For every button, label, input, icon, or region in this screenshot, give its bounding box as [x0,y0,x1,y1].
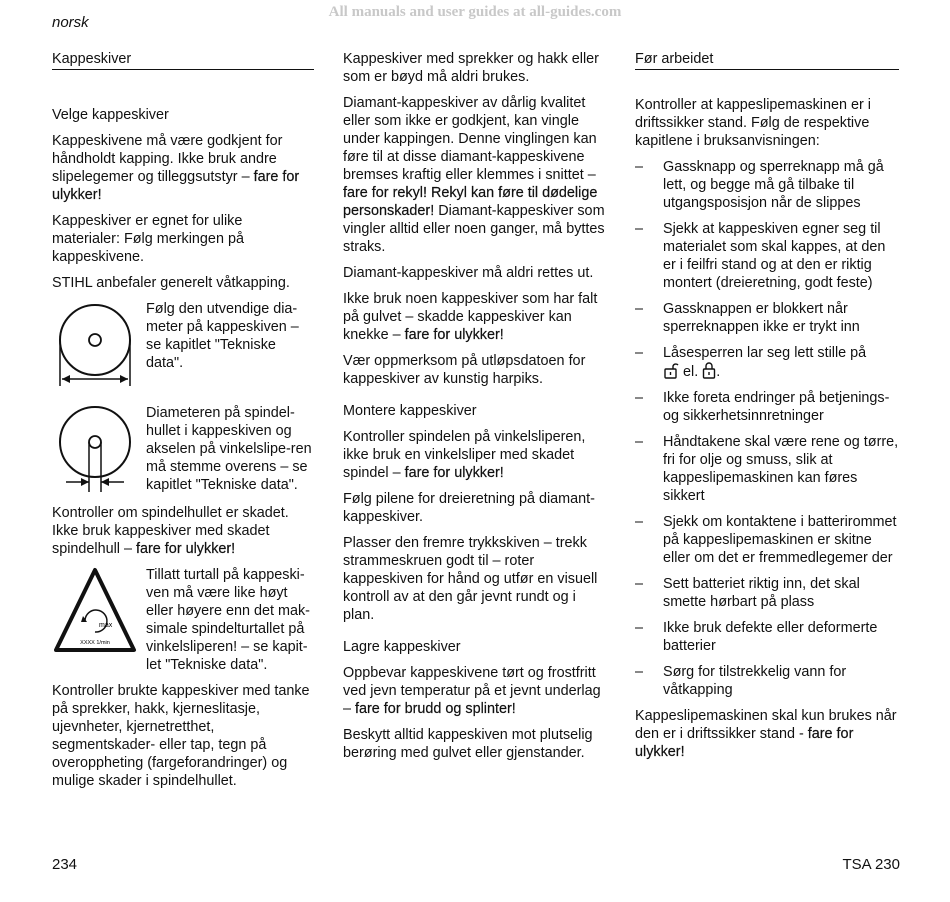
paragraph [343,290,607,344]
dash-bullet: – [635,301,644,317]
dash-bullet: – [635,514,644,530]
column-2 [343,50,607,770]
paragraph: Kontroller at kappeslipemaskinen er i driftssikker stand. Følg de respektive kapitlene i bruksanvisningen: [635,97,871,149]
subheading-velge: Velge kappeskiver [52,107,169,123]
warning-text: fare for ulykker! [635,726,854,760]
dash-bullet: – [635,390,644,406]
dash-bullet: – [635,576,644,592]
paragraph [343,664,607,718]
text: Kappeskivene må være godkjent for håndholdt kapping. Ikke bruk andre slipelegemer og tilleggsutstyr – [52,133,283,185]
paragraph: Kappeskiver med sprekker og hakk eller som er bøyd må aldri brukes. [343,51,599,85]
text: Gassknapp og sperreknapp må gå lett, og begge må gå tilbake til utgangsposisjon når de slippes [663,159,884,211]
text: Sett batteriet riktig inn, det skal smette hørbart på plass [663,576,860,610]
list-item [635,575,899,611]
text: Diamant-kappeskiver av dårlig kvalitet eller som ikke er godkjent, kan vingle under kappingen. Denne vinglingen kan føre til at disse diamant-kappeskivene bremses kraftig eller klemmes i snittet – [343,95,597,183]
text: Håndtakene skal være rene og tørre, fri for olje og smuss, slik at kappeslipemaskinen kan føres sikkert [663,434,899,504]
paragraph: Diamant-kappeskiver må aldri rettes ut. [343,265,594,281]
disc-diameter-icon [52,300,138,390]
warning-text: fare for brudd og splinter! [355,701,516,717]
column-3 [635,50,899,769]
text: Sjekk at kappeskiven egner seg til materialet som skal kappes, at den er i feilfri stand og at den er riktig montert (dreieretning, godt feste) [663,221,886,291]
paragraph: Vær oppmerksom på utløpsdatoen for kappeskiver av kunstig harpiks. [343,353,586,387]
text: Sørg for tilstrekkelig vann for våtkapping [663,664,847,698]
text: Diamant-kappeskiver som vingler alltid eller noen ganger, må byttes straks. [343,203,605,255]
unlocked-lock-icon [663,362,679,379]
dash-bullet: – [635,345,644,361]
warning-text: fare for ulykker! [52,169,300,203]
figure-caption: Følg den utvendige dia-meter på kappeskiven – se kapitlet "Tekniske data". [146,301,299,371]
rpm-label: XXXX 1/min [80,640,110,646]
text: Ikke bruk noen kappeskiver som har falt på gulvet – skadde kappeskiver kan knekke – [343,291,598,343]
text: el. [679,364,703,380]
figure-outer-diameter [52,300,314,390]
text: . [716,364,721,380]
dash-bullet: – [635,159,644,175]
figure-spindle-hole [52,404,314,496]
text: Kontroller om spindelhullet er skadet. Ikke bruk kappeskiver med skadet spindelhull – [52,505,289,557]
section-heading-kappeskiver: Kappeskiver [52,50,314,70]
dash-bullet: – [635,664,644,680]
warning-text: fare for ulykker! [136,541,236,557]
checklist [635,158,899,699]
model-label: TSA 230 [842,856,900,873]
paragraph: STIHL anbefaler generelt våtkapping. [52,275,290,291]
max-speed-warning-icon [52,566,138,656]
watermark: All manuals and user guides at all-guides.com [328,4,622,20]
paragraph [635,707,899,761]
paragraph [52,132,314,204]
list-item [635,344,899,381]
figure-caption: Tillatt turtall på kappeski-ven må være like høyt eller høyere enn det mak-simale spindelturtallet på vinkelsliperen! – se kapit-let "Tekniske data". [146,567,310,673]
page-number: 234 [52,856,78,873]
text: Låsesperren lar seg lett stille på [663,345,867,361]
column-1 [52,50,314,798]
text: Kappeslipemaskinen skal kun brukes når den er i driftssikker stand - [635,708,897,742]
list-item [635,300,899,336]
paragraph: Kappeskiver er egnet for ulike materialer: Følg merkingen på kappeskivene. [52,213,244,265]
text: Sjekk om kontaktene i batterirommet på kappeslipemaskinen er skitne eller om det er fremmedlegemer der [663,514,897,566]
paragraph: Plasser den fremre trykkskiven – trekk strammeskruen godt til – roter kappeskiven for hånd og utfør en visuell kontroll av at den går jevnt rundt og i plan. [343,535,598,623]
spindle-hole-icon [52,404,138,496]
warning-text: fare for ulykker! [404,465,504,481]
warning-text: fare for ulykker! [404,327,504,343]
paragraph [343,428,607,482]
dash-bullet: – [635,221,644,237]
text: Kontroller spindelen på vinkelsliperen, ikke bruk en vinkelsliper med skadet spindel – [343,429,586,481]
list-item [635,619,899,655]
list-item [635,513,899,567]
paragraph [52,504,314,558]
warning-text: fare for rekyl! Rekyl kan føre til dødelige personskader! [343,185,598,219]
list-item [635,220,899,292]
subheading-lagre: Lagre kappeskiver [343,639,461,655]
language-label: norsk [52,14,89,31]
subheading-montere: Montere kappeskiver [343,403,477,419]
paragraph: Kontroller brukte kappeskiver med tanke på sprekker, hakk, kjerneslitasje, ujevnheter, kjernetretthet, segmentskader- eller tap, tegn på overoppheting (fargeforandringer) og mulige skader i spindelhullet. [52,683,310,789]
figure-caption: Diameteren på spindel-hullet i kappeskiven og akselen på vinkelslipe-ren må stemme overens – se kapitlet "Tekniske data". [146,405,312,493]
figure-max-speed [52,566,314,674]
paragraph: Følg pilene for dreieretning på diamant-kappeskiver. [343,491,595,525]
dash-bullet: – [635,434,644,450]
paragraph: Beskytt alltid kappeskiven mot plutselig berøring med gulvet eller gjenstander. [343,727,593,761]
section-heading-for-arbeidet: Før arbeidet [635,50,899,70]
text: Ikke foreta endringer på betjenings- og sikkerhetsinnretninger [663,390,890,424]
list-item [635,389,899,425]
locked-lock-icon [702,362,716,379]
dash-bullet: – [635,620,644,636]
text: Gassknappen er blokkert når sperreknappen ikke er trykt inn [663,301,860,335]
max-label: max [99,622,113,629]
paragraph [343,94,607,256]
list-item [635,158,899,212]
text: Oppbevar kappeskivene tørt og frostfritt ved jevn temperatur på et jevnt underlag – [343,665,601,717]
text: Ikke bruk defekte eller deformerte batterier [663,620,878,654]
list-item [635,663,899,699]
list-item [635,433,899,505]
